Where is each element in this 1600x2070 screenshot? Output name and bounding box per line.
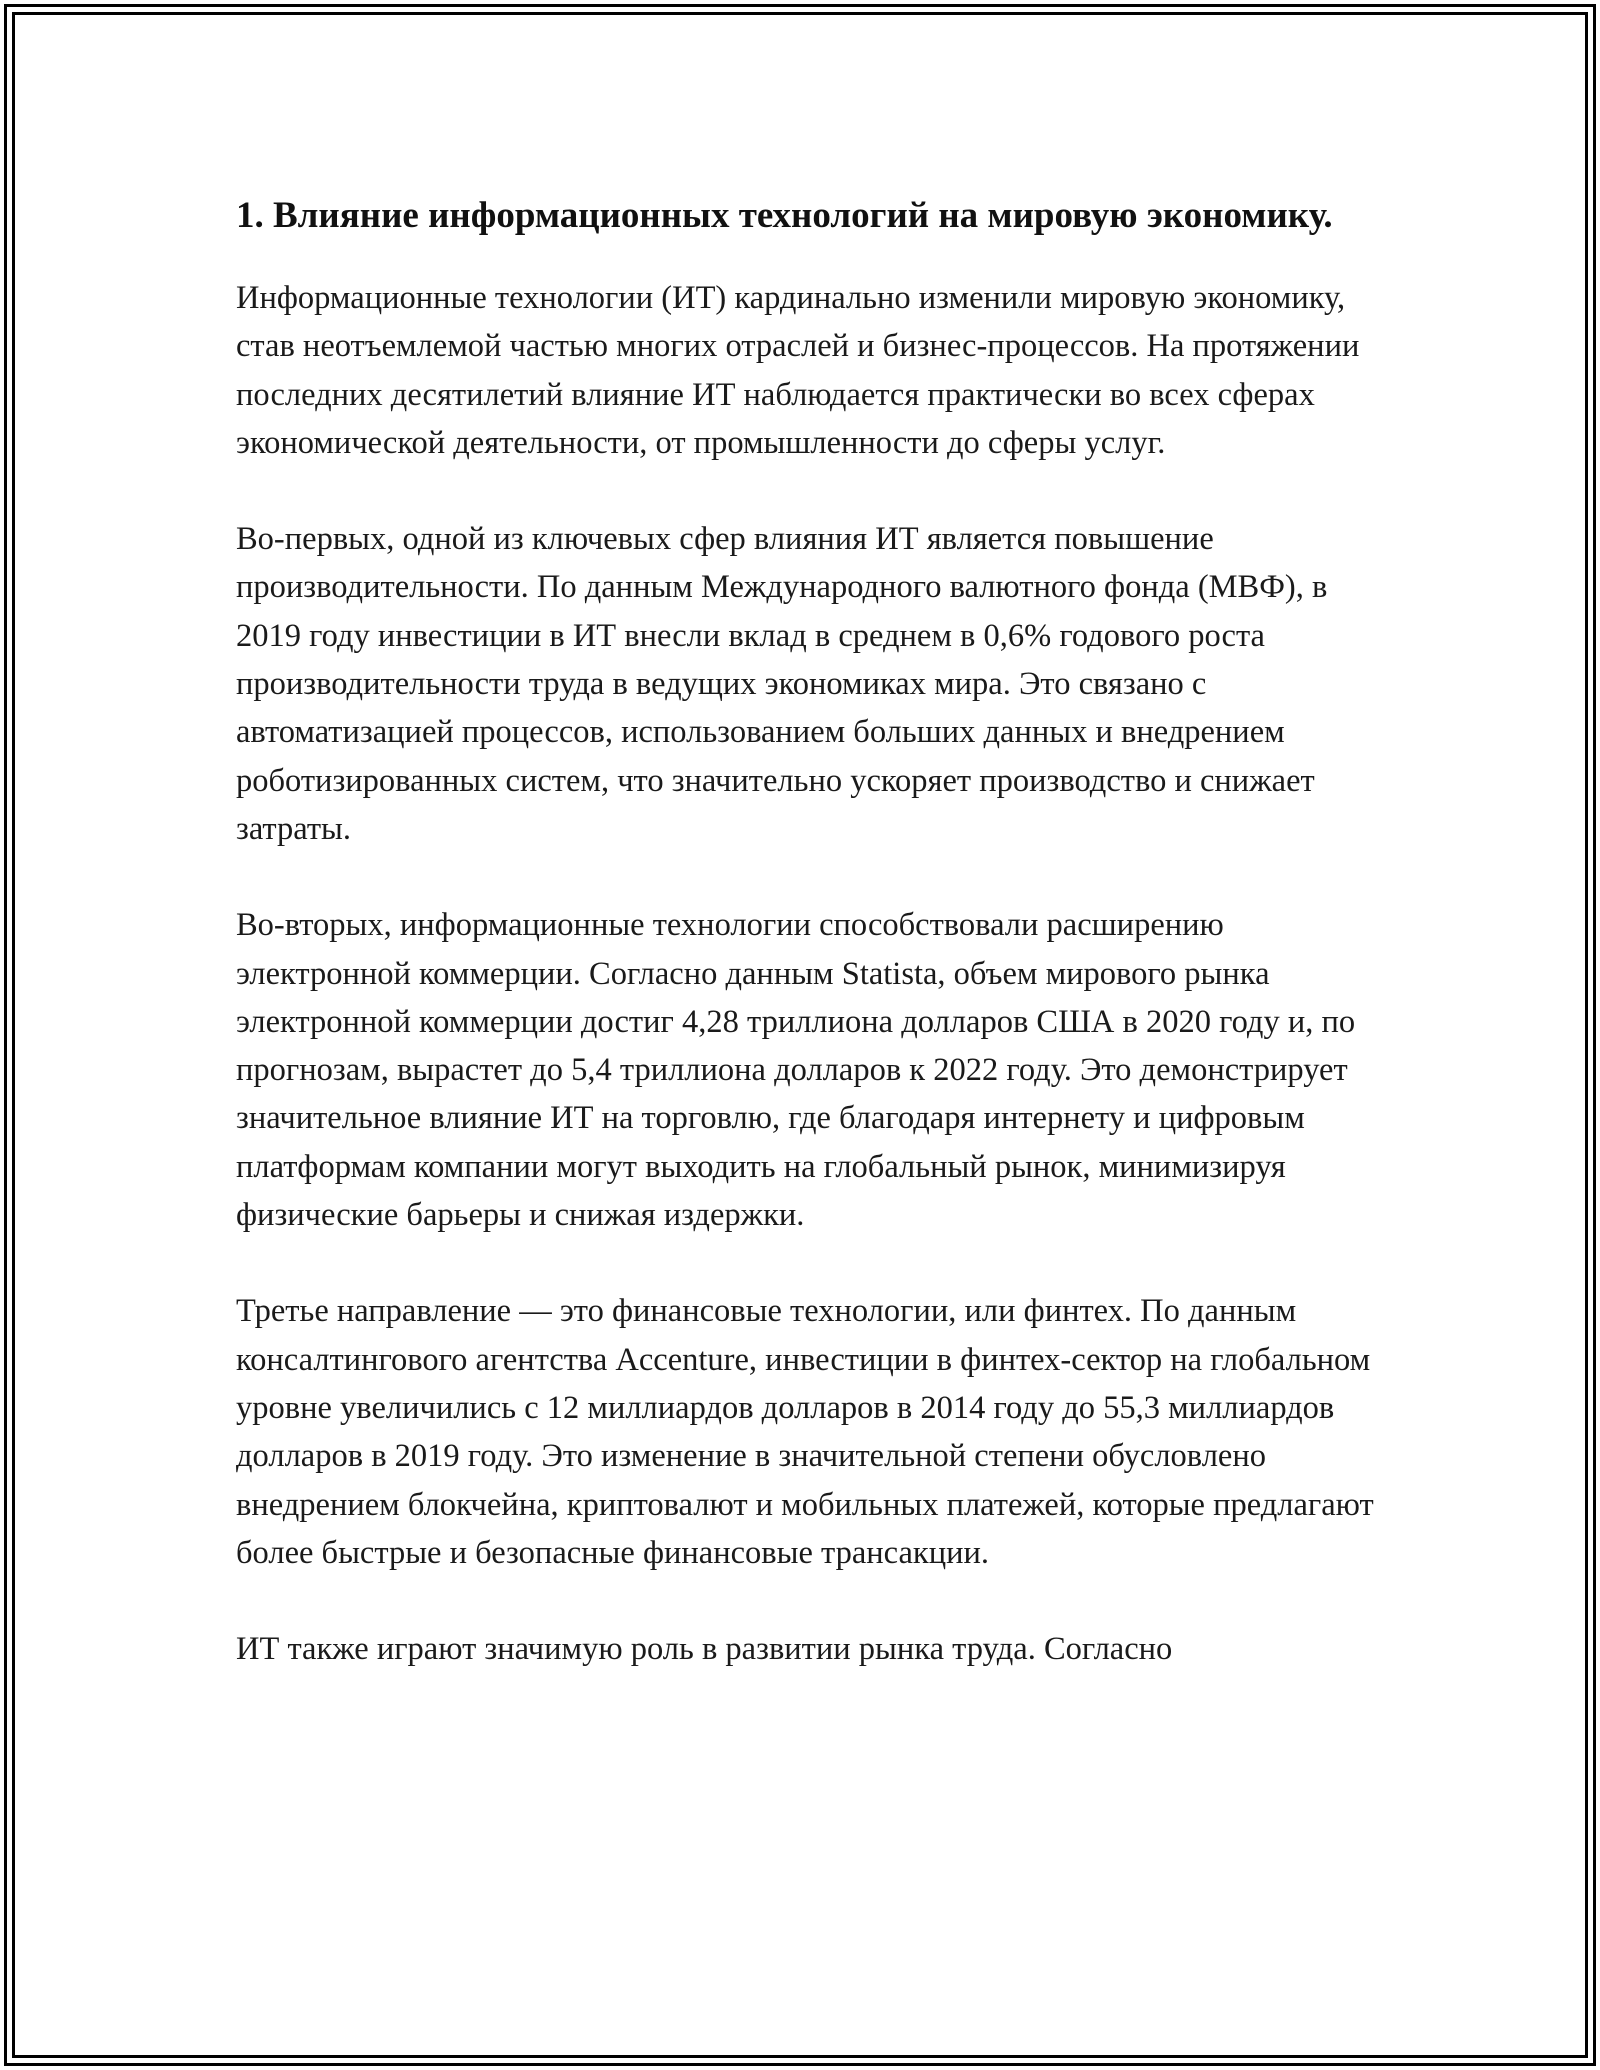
document-body — [236, 188, 1396, 1721]
paragraph-productivity: Во-первых, одной из ключевых сфер влияния ИТ является повышение производительности. По данным Международного валютного фонда (МВФ), в 2019 году инвестиции в ИТ внесли вклад в среднем в 0,6% годового роста производительности труда в ведущих экономиках мира. Это связано с автоматизацией процессов, использованием больших данных и внедрением роботизированных систем, что значительно ускоряет производство и снижает затраты. — [236, 521, 1328, 847]
paragraph-ecommerce: Во-вторых, информационные технологии способствовали расширению электронной коммерции. Согласно данным Statista, объем мирового рынка электронной коммерции достиг 4,28 триллиона долларов США в 2020 году и, по прогнозам, вырастет до 5,4 триллиона долларов к 2022 году. Это демонстрирует значительное влияние ИТ на торговлю, где благодаря интернету и цифровым платформам компании могут выходить на глобальный рынок, минимизируя физические барьеры и снижая издержки. — [236, 907, 1356, 1234]
paragraph-labor-market: ИТ также играют значимую роль в развитии рынка труда. Согласно — [236, 1631, 1173, 1668]
section-heading: 1. Влияние информационных технологий на мировую экономику. — [236, 195, 1333, 236]
paragraph-fintech: Третье направление — это финансовые технологии, или финтех. По данным консалтингового агентства Accenture, инвестиции в финтех-сектор на глобальном уровне увеличились с 12 миллиардов долларов в 2014 году до 55,3 миллиардов долларов в 2019 году. Это изменение в значительной степени обусловлено внедрением блокчейна, криптовалют и мобильных платежей, которые предлагают более быстрые и безопасные финансовые трансакции. — [236, 1293, 1374, 1571]
paragraph-intro: Информационные технологии (ИТ) кардинально изменили мировую экономику, став неотъемлемой частью многих отраслей и бизнес-процессов. На протяжении последних десятилетий влияние ИТ наблюдается практически во всех сферах экономической деятельности, от промышленности до сферы услуг. — [236, 280, 1360, 461]
